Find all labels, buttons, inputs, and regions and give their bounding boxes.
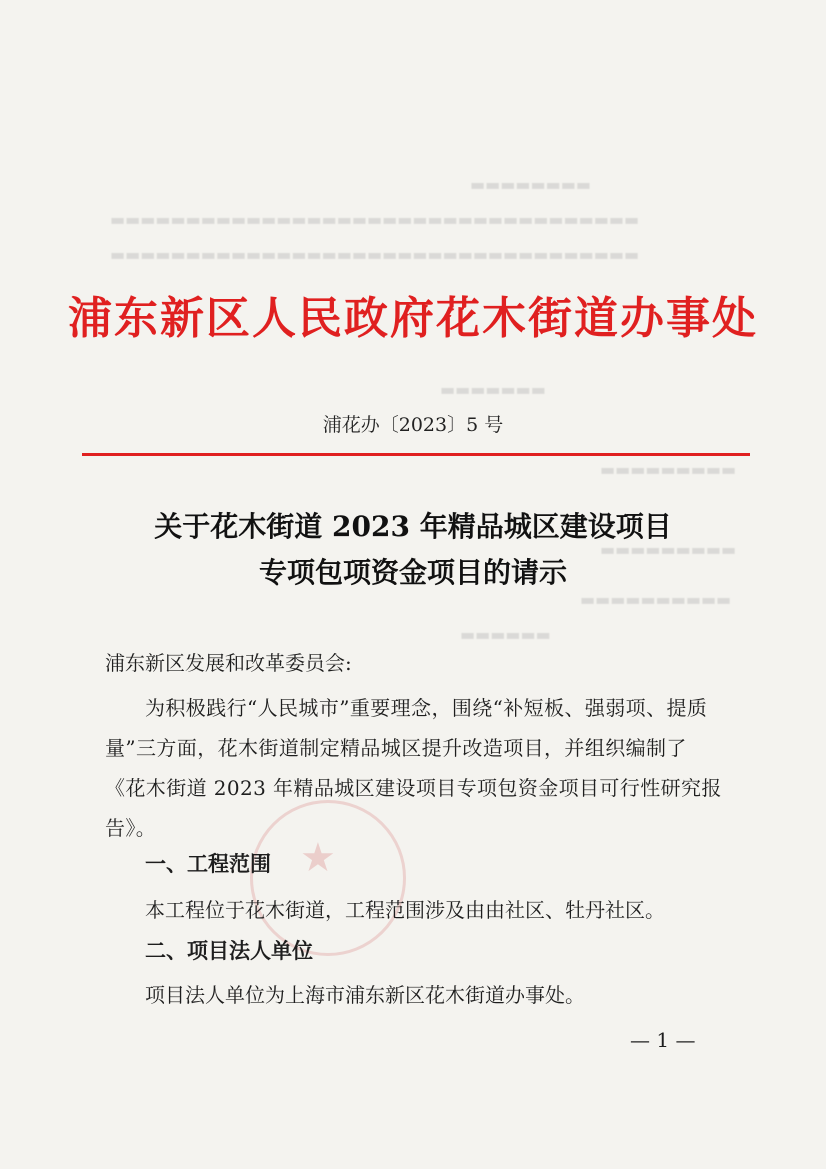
- section-text: 项目法人单位为上海市浦东新区花木街道办事处。: [145, 983, 585, 1007]
- page-number: — 1 —: [630, 1028, 696, 1052]
- show-through-text: ▬▬▬▬▬▬▬▬▬: [600, 460, 737, 479]
- section-text: 本工程位于花木街道，工程范围涉及由由社区、牡丹社区。: [145, 898, 665, 922]
- title-line-1: 关于花木街道 2023 年精品城区建设项目: [154, 510, 672, 543]
- salutation: 浦东新区发展和改革委员会:: [105, 651, 352, 675]
- title-line-2: 专项包项资金项目的请示: [258, 556, 567, 589]
- show-through-text: ▬▬▬▬▬▬▬▬▬▬: [580, 590, 732, 609]
- intro-paragraph: 为积极践行“人民城市”重要理念，围绕“补短板、强弱项、提质量”三方面，花木街道制定精品城区提升改造项目，并组织编制了《花木街道 2023 年精品城区建设项目专项包资金项目可行性研究报告》。: [105, 696, 722, 840]
- show-through-text: ▬▬▬▬▬▬▬▬▬▬▬▬▬▬▬▬▬▬▬▬▬▬▬▬▬▬▬▬▬▬▬▬▬▬▬: [110, 245, 640, 264]
- show-through-text: ▬▬▬▬▬▬: [460, 625, 551, 644]
- section-heading: 二、项目法人单位: [145, 939, 313, 963]
- show-through-text: ▬▬▬▬▬▬▬▬▬▬▬▬▬▬▬▬▬▬▬▬▬▬▬▬▬▬▬▬▬▬▬▬▬▬▬: [110, 210, 640, 229]
- red-divider: [82, 453, 750, 456]
- section-heading: 一、工程范围: [145, 852, 271, 876]
- show-through-text: ▬▬▬▬▬▬▬: [440, 380, 546, 399]
- show-through-text: ▬▬▬▬▬▬▬▬▬: [600, 540, 737, 559]
- seal-star-icon: ★: [300, 835, 336, 881]
- show-through-text: ▬▬▬▬▬▬▬▬: [470, 175, 591, 194]
- org-header: 浦东新区人民政府花木街道办事处: [68, 293, 758, 344]
- document-number: 浦花办〔2023〕5 号: [322, 414, 504, 436]
